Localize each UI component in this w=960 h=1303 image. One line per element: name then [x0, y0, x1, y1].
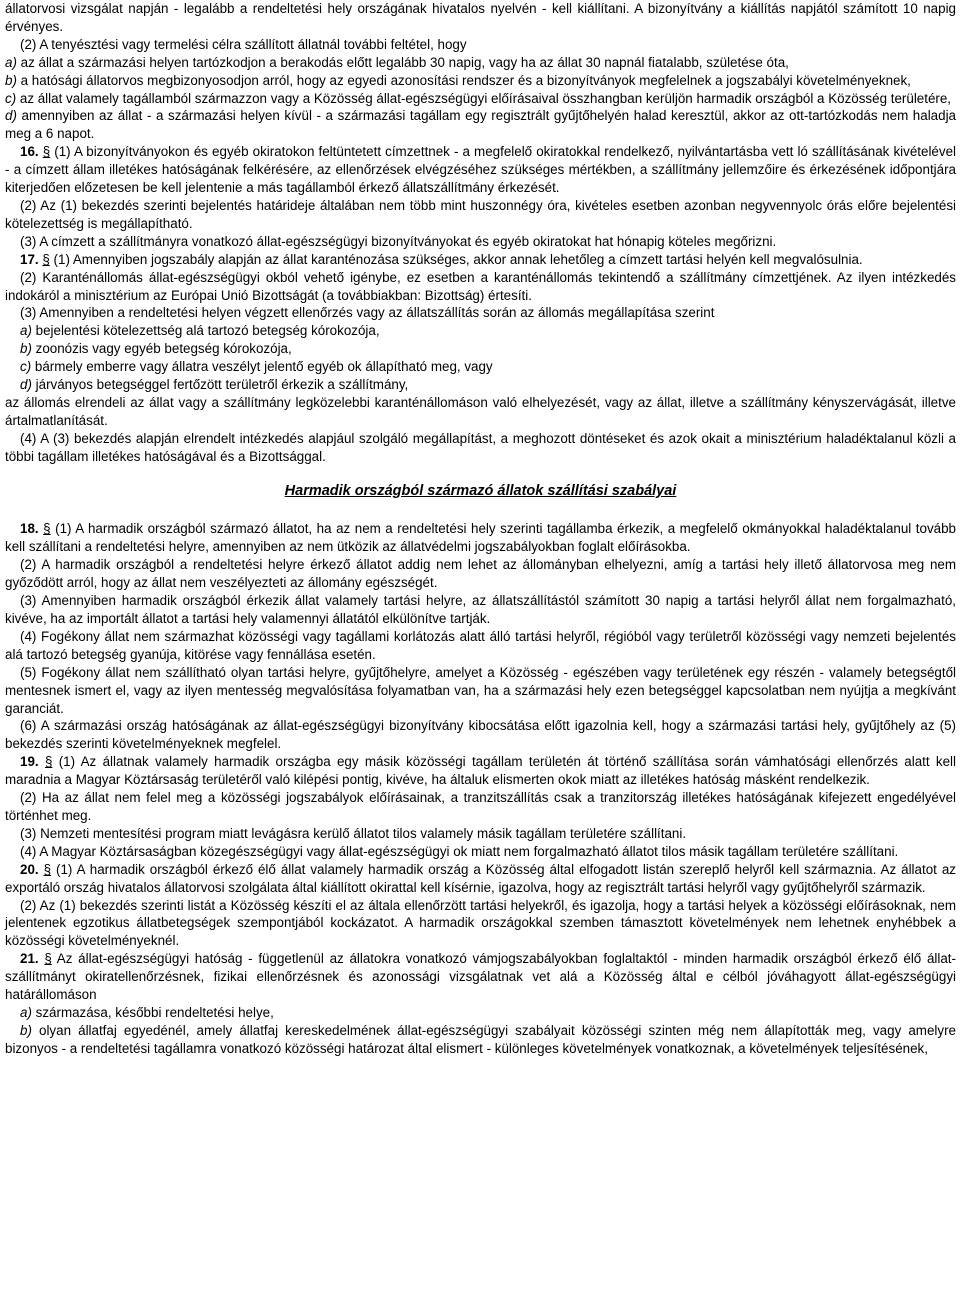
- text-run: (3) A címzett a szállítmányra vonatkozó állat-egészségügyi bizonyítványokat és egyéb okiratokat hat hónapig köteles megőrizni.: [20, 233, 777, 249]
- text-run: (2) Az (1) bekezdés szerinti bejelentés határideje általában nem több mint huszonnégy óra, kivételes esetben azonban negyvennyolc órás előre bejelentési kötelezettség is megállapítható.: [5, 197, 956, 231]
- text-run: olyan állatfaj egyedénél, amely állatfaj kereskedelmének állat-egészségügyi szabályait közösségi szinten még nem állapították meg, vagy amelyre bizonyos - a rendeltetési tagállamra vonatkozó közösségi határozat által elismert - különleges követelmények vonatkoznak, a követelmények teljesítésének,: [5, 1022, 956, 1056]
- text-run: (2) Ha az állat nem felel meg a közösségi jogszabályok előírásainak, a tranzitszállítás csak a tranzitország illetékes hatóságának kifejezett engedélyével történhet meg.: [5, 790, 956, 823]
- paragraph: [5, 304, 956, 322]
- text-run: (1) A harmadik országból származó állatot, ha az nem a rendeltetési hely szerinti tagállamba érkezik, a megfelelő okmányokkal haladéktalanul tovább kell szállítani a rendeltetési helyre, amennyiben az nem ütközik az állatvédelmi jogszabályokban foglalt előírásokba.: [5, 521, 956, 555]
- text-run: az állat valamely tagállamból származzon vagy a Közösség állat-egészségügyi előírásaival összhangban kerüljön harmadik országból a Közösség területére,: [16, 90, 952, 106]
- list-marker: d): [20, 377, 32, 393]
- text-run: állatorvosi vizsgálat napján - legalább a rendeltetési hely országának hivatalos nyelvén - kell kiállítani. A bizonyítvány a kiállítás napjától számított 10 napig érvényes.: [5, 1, 956, 34]
- paragraph: [5, 717, 956, 753]
- paragraph-number: 21.: [20, 951, 39, 967]
- text-run: a hatósági állatorvos megbizonyosodjon arról, hogy az egyedi azonosítási rendszer és a bizonyítványok megfelelnek a jogszabályi követelményeknek,: [16, 72, 911, 88]
- text-run: (4) A (3) bekezdés alapján elrendelt intézkedés alapjául szolgáló megállapítást, a meghozott döntéseket és azok okait a minisztérium haladéktalanul közli a többi tagállam illetékes hatóságával és a Bizottsággal.: [5, 430, 956, 464]
- paragraph: [5, 72, 956, 90]
- list-marker: c): [20, 359, 32, 375]
- text-run: amennyiben az állat - a származási helyen kívül - a származási tagállam egy regisztrált gyűjtőhelyén halad keresztül, akkor az ott-tartózkodás nem haladja meg a 6 napot.: [5, 108, 956, 142]
- paragraph: [5, 197, 956, 233]
- text-run: (1) A harmadik országból érkező élő állat valamely harmadik ország a Közösség által elfogadott listán szereplő helyről kell származnia. Az állatot az exportáló ország hivatalos állatorvosi szolgálata által kiállított okirattal kell kísérnie, igazolva, hogy az regisztrált tartási helyről vagy gyűjtőhelyről származik.: [5, 861, 956, 895]
- text-run: bejelentési kötelezettség alá tartozó betegség kórokozója,: [31, 323, 380, 339]
- text-run: járványos betegséggel fertőzött területről érkezik a szállítmány,: [31, 377, 409, 393]
- paragraph-number: 16.: [20, 144, 39, 160]
- text-run: (3) Nemzeti mentesítési program miatt levágásra kerülő állatot tilos valamely másik tagállam területére szállítani.: [20, 825, 687, 841]
- paragraph-number: 17.: [20, 251, 39, 267]
- list-marker: a): [20, 1004, 32, 1020]
- list-marker: b): [20, 1022, 32, 1038]
- list-marker: a): [5, 54, 17, 70]
- paragraph: [5, 520, 956, 556]
- paragraph: [5, 36, 956, 54]
- paragraph: [5, 897, 956, 951]
- section-sign: §: [44, 951, 52, 967]
- paragraph: [5, 376, 956, 394]
- list-marker: a): [20, 323, 32, 339]
- text-run: (2) A tenyésztési vagy termelési célra szállított állatnál további feltétel, hogy: [20, 36, 467, 52]
- paragraph: [5, 340, 956, 358]
- list-marker: b): [5, 72, 17, 88]
- paragraph: [5, 90, 956, 108]
- text-run: Az állat-egészségügyi hatóság - függetlenül az állatokra vonatkozó vámjogszabályokban foglaltaktól - minden harmadik országból érkező élő állat-szállítmányt okiratellenőrzésnek, fizikai ellenőrzésnek és azonossági vizsgálatnak vet alá a Közösség által e célból jóváhagyott állat-egészségügyi határállomáson: [5, 951, 956, 1003]
- paragraph: [5, 358, 956, 376]
- paragraph: [5, 0, 956, 36]
- paragraph: [5, 233, 956, 251]
- list-marker: d): [5, 108, 17, 124]
- paragraph: [5, 430, 956, 466]
- text-run: bármely emberre vagy állatra veszélyt jelentő egyéb ok állapítható meg, vagy: [31, 359, 493, 375]
- text-run: (6) A származási ország hatóságának az állat-egészségügyi bizonyítvány kibocsátása előtt igazolnia kell, hogy a származási tartási hely, gyűjtőhely az (5) bekezdés szerinti követelményeknek megfelel.: [5, 718, 956, 752]
- paragraph: [5, 556, 956, 592]
- text-run: származása, későbbi rendeltetési helye,: [31, 1004, 274, 1020]
- text-run: (4) Fogékony állat nem származhat közösségi vagy tagállami korlátozás alatt álló tartási helyről, régióból vagy területről közösségi vagy nemzeti bejelentés alá tartozó betegség gyanúja, kitörése vagy fennállása esetén.: [5, 628, 956, 662]
- section-sign: §: [42, 251, 50, 267]
- paragraph: [5, 143, 956, 197]
- paragraph: [5, 753, 956, 789]
- text-run: (3) Amennyiben harmadik országból érkezik állat valamely tartási helyre, az állatszállítástól számított 30 napig a tartási helyről állat nem forgalmazható, kivéve, ha az importált állatot a tartási hely valamennyi állatától elkülönítve tartják.: [5, 593, 956, 626]
- text-run: (2) A harmadik országból a rendeltetési helyre érkező állatot addig nem lehet az állományban elhelyezni, amíg a tartási hely illető állatorvosa meg nem győződött arról, hogy az állat nem veszélyezteti az állomány egészségét.: [5, 557, 956, 591]
- paragraph-number: 20.: [20, 861, 39, 877]
- text-run: az állomás elrendeli az állat vagy a szállítmány legközelebbi karanténállomáson való elhelyezését, vagy az állat, illetve a szállítmány kényszervágását, illetve ártalmatlanítását.: [5, 394, 956, 428]
- text-run: (2) Karanténállomás állat-egészségügyi okból vehető igénybe, ez esetben a karanténállomás tekintendő a szállítmány címzettjének. Az ilyen intézkedés indokáról a minisztérium az Európai Unió Bizottságát (a továbbiakban: Bizottság) értesíti.: [5, 269, 956, 303]
- paragraph-number: 19.: [20, 754, 39, 770]
- paragraph-number: 18.: [20, 521, 39, 537]
- paragraph: [5, 1004, 956, 1022]
- paragraph: [5, 269, 956, 305]
- paragraph: [5, 394, 956, 430]
- text-run: (1) A bizonyítványokon és egyéb okiratokon feltüntetett címzettnek - a megfelelő okiratokkal rendelkező, nyilvántartásba vett ló szállításának kivételével - a címzett állam illetékes hatóságának felkérésére, az ellenőrzések elvégzéséhez szükséges mértékben, a szállítmány jellemzőire és érkezésének időpontjára kiterjedően előzetesen be kell jelentenie a más tagállamból érkező állatszállítmány érkezését.: [5, 144, 956, 196]
- paragraph: [5, 322, 956, 340]
- paragraph: [5, 628, 956, 664]
- paragraph: [5, 825, 956, 843]
- text-run: zoonózis vagy egyéb betegség kórokozója,: [31, 341, 292, 357]
- paragraph: [5, 592, 956, 628]
- paragraph: [5, 843, 956, 861]
- text-run: (1) Az állatnak valamely harmadik országba egy másik közösségi tagállam területén át történő szállítása során vámhatósági ellenőrzés alatt kell maradnia a Magyar Köztársaság területéről való kilépési pontig, kivéve, ha általuk elismerten okok miatt az illetékes hatóság másként rendelkezik.: [5, 754, 956, 788]
- list-marker: b): [20, 341, 32, 357]
- text-run: (2) Az (1) bekezdés szerinti listát a Közösség készíti el az általa ellenőrzött tartási helyekről, és igazolja, hogy a tartási helyek a közösségi előírásoknak, nem jelentenek egzotikus állatbetegségek szempontjából kockázatot. A harmadik országokkal szemben támasztott követelmények nem lehetnek enyhébbek a közösségi követelményeknél.: [5, 897, 956, 949]
- paragraph: [5, 54, 956, 72]
- paragraph: [5, 950, 956, 1004]
- section-title: Harmadik országból származó állatok szállítási szabályai: [284, 482, 677, 499]
- paragraph: [5, 861, 956, 897]
- section-sign: §: [43, 861, 52, 877]
- text-run: (4) A Magyar Köztársaságban közegészségügyi vagy állat-egészségügyi ok miatt nem forgalmazható állatot tilos másik tagállam területére szállítani.: [20, 843, 899, 859]
- section-sign: §: [43, 521, 51, 537]
- paragraph: [5, 251, 956, 269]
- text-run: (1) Amennyiben jogszabály alapján az állat karanténozása szükséges, akkor annak lehetőleg a címzett tartási helyén kell megvalósulnia.: [49, 251, 863, 267]
- section-sign: §: [42, 144, 51, 160]
- text-run: az állat a származási helyen tartózkodjon a berakodás előtt legalább 30 napig, vagy ha az állat 30 napnál fiatalabb, születése óta,: [16, 54, 789, 70]
- list-marker: c): [5, 90, 17, 106]
- text-run: (5) Fogékony állat nem szállítható olyan tartási helyre, gyűjtőhelyre, amelyet a Közösség - egészében vagy területének egy részén - valamely betegségtől mentesnek ismert el, vagy az ilyen mentesség megvalósítása folyamatban van, ha a származási hely ezen betegséggel kapcsolatban nem nyújtja a megkívánt garanciát.: [5, 664, 956, 716]
- section-sign: §: [44, 754, 53, 770]
- paragraph: [5, 1022, 956, 1058]
- paragraph: [5, 664, 956, 718]
- paragraph: [5, 789, 956, 825]
- paragraph: [5, 107, 956, 143]
- text-run: (3) Amennyiben a rendeltetési helyen végzett ellenőrzés vagy az állatszállítás során az állomás megállapítása szerint: [20, 305, 715, 321]
